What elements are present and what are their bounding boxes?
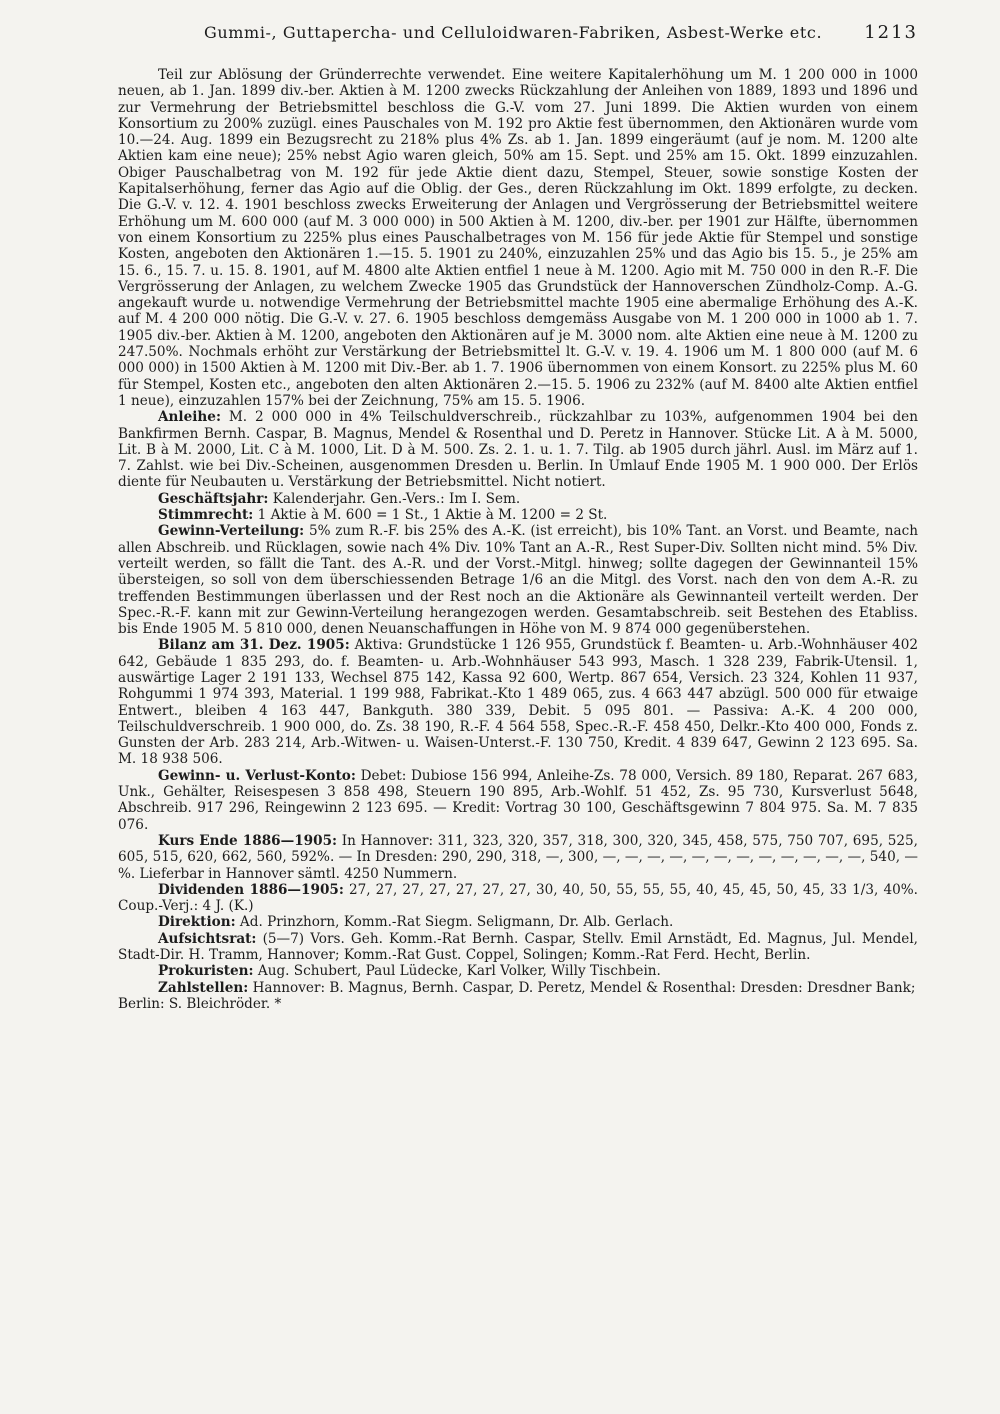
section-label: Prokuristen: [158, 963, 254, 980]
paragraph-capital-history: Teil zur Ablösung der Gründerrechte verwendet. Eine weitere Kapitalerhöhung um M. 1 200 000 in 1000 neuen, ab 1. Jan. 1899 div.-ber. Aktien à M. 1200 zwecks Rückzahlung der Anleihen von 1889, 1893 und 1896 und zur Vermehrung der Betriebsmittel beschloss die G.-V. vom 27. Juni 1899. Die Aktien wurden von einem Konsortium zu 200% zuzügl. eines Pauschales von M. 192 pro Aktie fest übernommen, den Aktionären wurde vom 10.—24. Aug. 1899 ein Bezugsrecht zu 218% plus 4% Zs. ab 1. Jan. 1899 eingeräumt (auf je nom. M. 1200 alte Aktien kam eine neue); 25% nebst Agio waren gleich, 50% am 15. Sept. und 25% am 15. Okt. 1899 einzuzahlen. Obiger Pauschalbetrag von M. 192 für jede Aktie dient dazu, Stempel, Steuer, sowie sonstige Kosten der Kapitalserhöhung, ferner das Agio auf die Oblig. der Ges., deren Rückzahlung im Okt. 1899 erfolgte, zu decken. Die G.-V. v. 12. 4. 1901 beschloss zwecks Erweiterung der Anlagen und Vergrösserung der Betriebsmittel weitere Erhöhung um M. 600 000 (auf M. 3 000 000) in 500 Aktien à M. 1200, div.-ber. per 1901 zur Hälfte, übernommen von einem Konsortium zu 225% plus eines Pauschalbetrages von M. 156 für jede Aktie für Stempel und sonstige Kosten, angeboten den Aktionären 1.—15. 5. 1901 zu 240%, einzuzahlen 25% und das Agio bis 15. 5., je 25% am 15. 6., 15. 7. u. 15. 8. 1901, auf M. 4800 alte Aktien entfiel 1 neue à M. 1200. Agio mit M. 750 000 in den R.-F. Die Vergrösserung der Anlagen, zu welchem Zwecke 1905 das Grundstück der Hannoverschen Zündholz-Comp. A.-G. angekauft wurde u. notwendige Vermehrung der Betriebsmittel machte 1905 eine abermalige Erhöhung des A.-K. auf M. 4 200 000 nötig. Die G.-V. v. 27. 6. 1905 beschloss demgemäss Ausgabe von M. 1 200 000 in 1000 ab 1. 7. 1905 div.-ber. Aktien à M. 1200, angeboten den Aktionären auf je M. 3000 nom. alte Aktien eine neue à M. 1200 zu 247.50%. Nochmals erhöht zur Verstärkung der Betriebsmittel lt. G.-V. v. 19. 4. 1906 um M. 1 800 000 (auf M. 6 000 000) in 1500 Aktien à M. 1200 mit Div.-Ber. ab 1. 7. 1906 übernommen von einem Konsort. zu 225% plus M. 60 für Stempel, Kosten etc., angeboten den alten Aktionären 2.—15. 5. 1906 zu 232% (auf M. 8400 alte Aktien entfiel 1 neue), einzuzahlen 157% bei der Zeichnung, 75% am 15. 5. 1906. [118, 67, 918, 409]
paragraph-stimmrecht: Stimmrecht: 1 Aktie à M. 600 = 1 St., 1 Aktie à M. 1200 = 2 St. [158, 507, 608, 524]
paragraph-direktion: Direktion: Ad. Prinzhorn, Komm.-Rat Siegm. Seligmann, Dr. Alb. Gerlach. [158, 914, 674, 931]
paragraph-gewinn-verteilung: Gewinn-Verteilung: 5% zum R.-F. bis 25% des A.-K. (ist erreicht), bis 10% Tant. an Vorst. und Beamte, nach allen Abschreib. und Rücklagen, sowie nach 4% Div. 10% Tant an A.-R., Rest Super-Div. Sollten nicht mind. 5% Div. verteilt werden, so fällt die Tant. des A.-R. und der Vorst.-Mitgl. hinweg; sollte dagegen der Gewinnanteil 15% übersteigen, so soll von dem überschiessenden Betrage 1/6 an die Mitgl. des Vorst. nach den von dem A.-R. zu treffenden Bestimmungen überlassen und der Rest noch an die Aktionäre als Gewinnanteil verteilt werden. Der Spec.-R.-F. kann mit zur Gewinn-Verteilung herangezogen werden. Gesamtabschreib. seit Bestehen des Etabliss. bis Ende 1905 M. 5 810 000, denen Neuanschaffungen in Höhe von M. 9 874 000 gegenüberstehen. [118, 523, 918, 638]
section-label: Aufsichtsrat: [158, 930, 257, 947]
section-label: Anleihe: [158, 409, 221, 426]
header-title: Gummi-, Guttapercha- und Celluloidwaren-Fabriken, Asbest-Werke etc. [204, 23, 823, 42]
section-label: Gewinn- u. Verlust-Konto: [158, 767, 356, 784]
running-header [204, 22, 918, 43]
paragraph-gewinn-verlust: Gewinn- u. Verlust-Konto: Debet: Dubiose 156 994, Anleihe-Zs. 78 000, Versich. 89 180, Reparat. 267 683, Unk., Gehälter, Reisespesen 3 858 498, Steuern 190 895, Arb.-Wohlf. 51 452, Zs. 95 730, Kursverlust 5648, Abschreib. 917 296, Reingewinn 2 123 695. — Kredit: Vortrag 30 100, Geschäftsgewinn 7 804 975. Sa. M. 7 835 076. [118, 767, 918, 833]
document-body [118, 67, 918, 1012]
paragraph-dividenden: Dividenden 1886—1905: 27, 27, 27, 27, 27, 27, 27, 30, 40, 50, 55, 55, 55, 40, 45, 45, 50, 45, 33 1/3, 40%. Coup.-Verj.: 4 J. (K.) [118, 881, 918, 915]
paragraph-bilanz: Bilanz am 31. Dez. 1905: Aktiva: Grundstücke 1 126 955, Grundstück f. Beamten- u. Arb.-Wohnhäuser 402 642, Gebäude 1 835 293, do. f. Beamten- u. Arb.-Wohnhäuser 543 993, Masch. 1 328 239, Fabrik-Utensil. 1, auswärtige Lager 2 191 133, Wechsel 875 142, Kassa 92 600, Wertp. 867 654, Versich. 23 324, Kohlen 11 937, Rohgummi 1 974 393, Material. 1 199 988, Fabrikat.-Kto 1 489 065, zus. 4 663 447 abzügl. 500 000 für etwaige Entwert., bleiben 4 163 447, Bankguth. 380 339, Debit. 5 095 801. — Passiva: A.-K. 4 200 000, Teilschuldverschreib. 1 900 000, do. Zs. 38 190, R.-F. 4 564 558, Spec.-R.-F. 458 450, Delkr.-Kto 400 000, Fonds z. Gunsten der Arb. 283 214, Arb.-Witwen- u. Waisen-Unterst.-F. 130 750, Kredit. 4 839 647, Gewinn 2 123 695. Sa. M. 18 938 506. [118, 637, 918, 768]
section-label: Dividenden 1886—1905: [158, 881, 344, 898]
section-label: Gewinn-Verteilung: [158, 523, 305, 540]
section-label: Kurs Ende 1886—1905: [158, 832, 338, 849]
paragraph-kurs: Kurs Ende 1886—1905: In Hannover: 311, 323, 320, 357, 318, 300, 320, 345, 458, 575, 750 707, 695, 525, 605, 515, 620, 662, 560, 592%. — In Dresden: 290, 290, 318, —, 300, —, —, —, —, —, —, —, —, —, —, —, —, 540, —%. Lieferbar in Hannover sämtl. 4250 Nummern. [118, 832, 919, 882]
paragraph-zahlstellen: Zahlstellen: Hannover: B. Magnus, Bernh. Caspar, D. Peretz, Mendel & Rosenthal: Dresden: Dresdner Bank; Berlin: S. Bleichröder. * [118, 979, 916, 1012]
section-label: Stimmrecht: [158, 507, 254, 524]
paragraph-aufsichtsrat: Aufsichtsrat: (5—7) Vors. Geh. Komm.-Rat Bernh. Caspar, Stellv. Emil Arnstädt, Ed. Magnus, Jul. Mendel, Stadt-Dir. H. Tramm, Hannover; Komm.-Rat Gust. Coppel, Solingen; Komm.-Rat Ferd. Hecht, Berlin. [118, 930, 918, 964]
section-label: Bilanz am 31. Dez. 1905: [158, 637, 350, 654]
paragraph-prokuristen: Prokuristen: Aug. Schubert, Paul Lüdecke, Karl Volker, Willy Tischbein. [158, 963, 661, 980]
section-label: Geschäftsjahr: [158, 490, 269, 507]
section-label: Zahlstellen: [158, 979, 249, 996]
page-number: 1213 [864, 22, 918, 43]
paragraph-geschaeftsjahr: Geschäftsjahr: Kalenderjahr. Gen.-Vers.: Im I. Sem. [158, 490, 521, 507]
paragraph-anleihe: Anleihe: M. 2 000 000 in 4% Teilschuldverschreib., rückzahlbar zu 103%, aufgenommen 1904 bei den Bankfirmen Bernh. Caspar, B. Magnus, Mendel & Rosenthal und D. Peretz in Hannover. Stücke Lit. A à M. 5000, Lit. B à M. 2000, Lit. C à M. 1000, Lit. D à M. 500. Zs. 2. 1. u. 1. 7. Tilg. ab 1905 durch jährl. Ausl. im März auf 1. 7. Zahlst. wie bei Div.-Scheinen, ausgenommen Dresden u. Berlin. In Umlauf Ende 1905 M. 1 900 000. Der Erlös diente für Neubauten u. Verstärkung der Betriebsmittel. Nicht notiert. [118, 409, 918, 491]
section-label: Direktion: [158, 914, 236, 931]
